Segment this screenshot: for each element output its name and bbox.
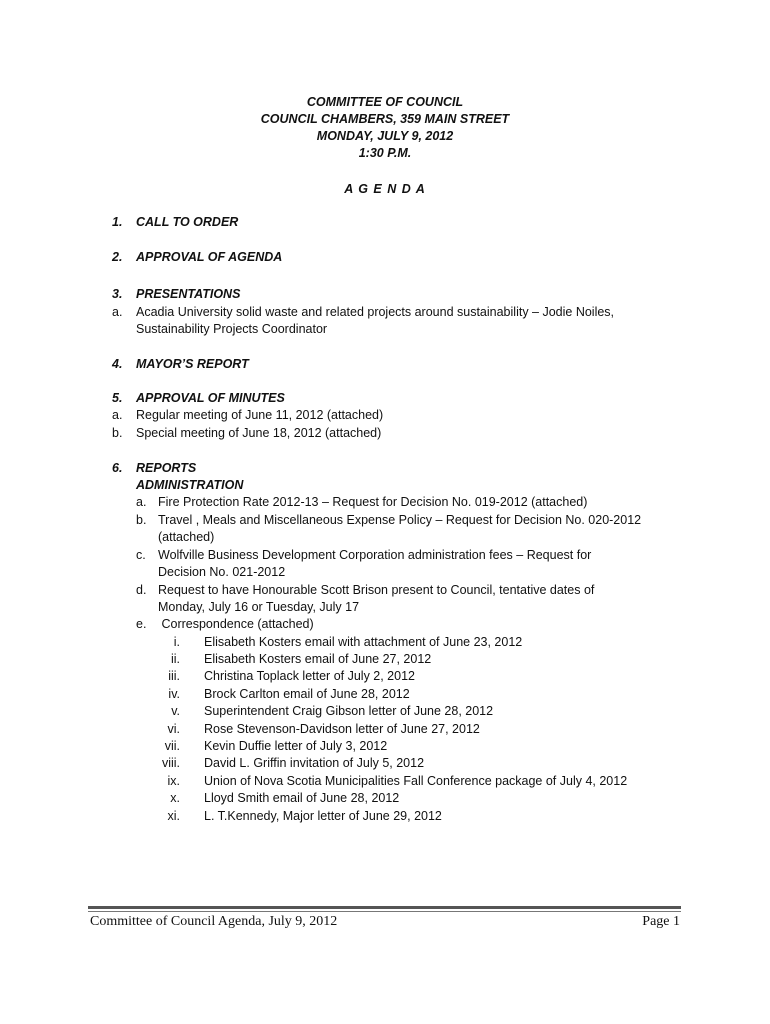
footer-rule-thick [88,906,681,909]
item-5a-text: Regular meeting of June 11, 2012 (attached) [136,408,384,422]
item-5b-text: Special meeting of June 18, 2012 (attached) [136,426,382,440]
item-5b-label: b. [112,426,123,440]
item-3a-label: a. [112,305,123,319]
list-item-number: vii. [164,739,180,753]
list-item-number: x. [170,791,180,805]
list-item-number: iii. [168,669,180,683]
item-3a-text-line1: Acadia University solid waste and related projects around sustainability – Jodie Noiles, [136,305,615,319]
footer-page-number: Page 1 [642,914,680,929]
footer-title: Committee of Council Agenda, July 9, 2012 [90,914,338,929]
list-item-number: i. [173,635,180,649]
list-item-number: v. [171,704,180,718]
list-item-number: viii. [161,756,180,770]
list-item-number: ix. [167,774,180,788]
item-6b-text-line1: Travel , Meals and Miscellaneous Expense Policy – Request for Decision No. 020-2012 [158,513,642,527]
item-6a-text: Fire Protection Rate 2012-13 – Request for Decision No. 019-2012 (attached) [158,495,588,509]
list-item-number: iv. [168,687,180,701]
item-3-title: PRESENTATIONS [136,287,241,301]
list-item-text: Kevin Duffie letter of July 3, 2012 [204,739,388,753]
list-item-text: Rose Stevenson-Davidson letter of June 27, 2012 [204,722,480,736]
list-item-text: Lloyd Smith email of June 28, 2012 [204,791,400,805]
item-6b-label: b. [136,513,147,527]
item-6c-text-line1: Wolfville Business Development Corporation administration fees – Request for [158,548,592,562]
item-6c-label: c. [136,548,146,562]
header-time: 1:30 P.M. [358,146,412,160]
item-1-number: 1. [112,215,123,229]
item-6e-label: e. [136,617,147,631]
list-item-text: Elisabeth Kosters email with attachment of June 23, 2012 [204,635,523,649]
list-item-number: vi. [167,722,180,736]
item-5-title: APPROVAL OF MINUTES [136,391,285,405]
item-6-number: 6. [112,461,123,475]
item-6-subtitle: ADMINISTRATION [136,478,244,492]
header-committee: COMMITTEE OF COUNCIL [306,95,464,109]
list-item-number: ii. [170,652,180,666]
item-4-number: 4. [112,357,123,371]
list-item-text: Brock Carlton email of June 28, 2012 [204,687,410,701]
item-6d-text-line2: Monday, July 16 or Tuesday, July 17 [158,600,360,614]
item-5a-label: a. [112,408,123,422]
item-3-number: 3. [112,287,123,301]
footer-rule-thin [88,911,681,912]
item-1-title: CALL TO ORDER [136,215,239,229]
header-date: MONDAY, JULY 9, 2012 [316,129,454,143]
header-agenda: A G E N D A [344,182,426,196]
header-location: COUNCIL CHAMBERS, 359 MAIN STREET [260,112,510,126]
item-5-number: 5. [112,391,123,405]
item-6-title: REPORTS [136,461,197,475]
list-item-text: David L. Griffin invitation of July 5, 2012 [204,756,425,770]
item-6a-label: a. [136,495,147,509]
item-6e-text: Correspondence (attached) [158,617,314,631]
item-3a-text-line2: Sustainability Projects Coordinator [136,322,328,336]
item-6b-text-line2: (attached) [158,530,215,544]
list-item-text: Superintendent Craig Gibson letter of June 28, 2012 [204,704,494,718]
item-2-number: 2. [112,250,123,264]
item-6d-text-line1: Request to have Honourable Scott Brison present to Council, tentative dates of [158,583,595,597]
list-item-text: L. T.Kennedy, Major letter of June 29, 2012 [204,809,442,823]
list-item-number: xi. [167,809,180,823]
list-item-text: Elisabeth Kosters email of June 27, 2012 [204,652,432,666]
item-6d-label: d. [136,583,147,597]
item-2-title: APPROVAL OF AGENDA [136,250,283,264]
list-item-text: Christina Toplack letter of July 2, 2012 [204,669,415,683]
item-6c-text-line2: Decision No. 021-2012 [158,565,286,579]
item-4-title: MAYOR’S REPORT [136,357,249,371]
list-item-text: Union of Nova Scotia Municipalities Fall Conference package of July 4, 2012 [204,774,628,788]
